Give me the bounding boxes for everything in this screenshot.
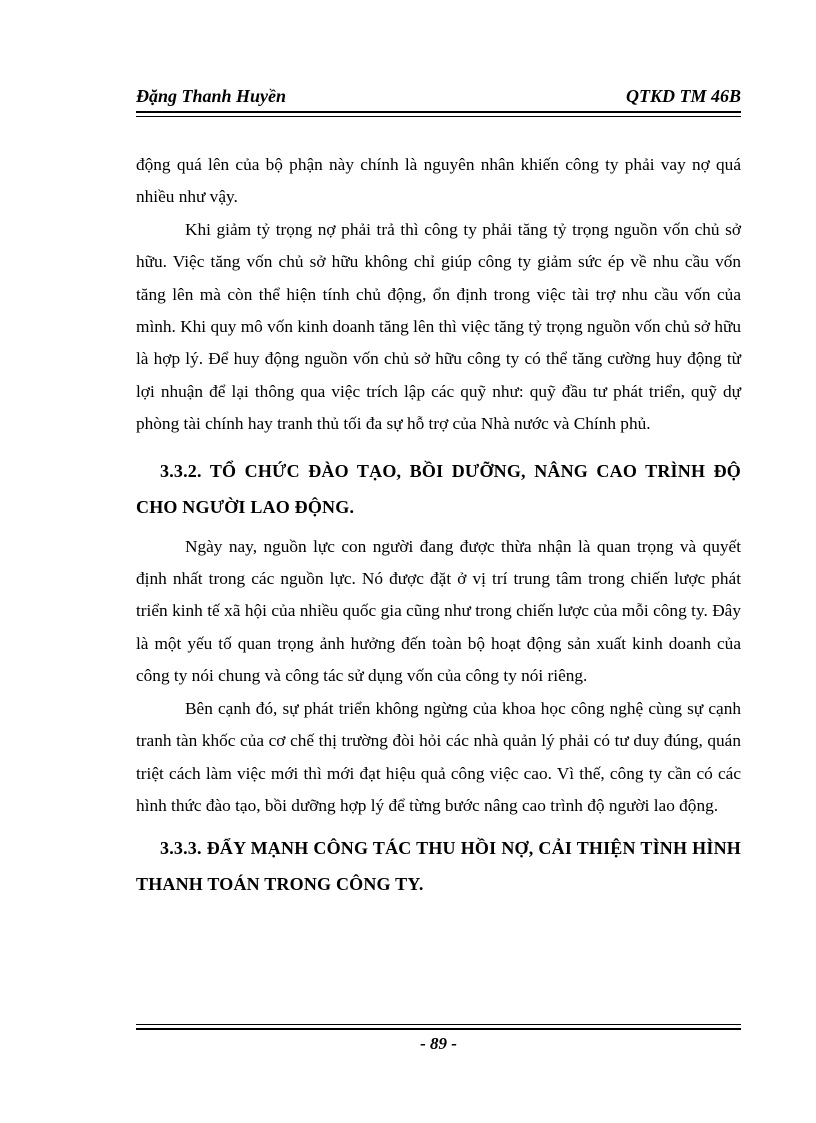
page-body — [136, 149, 741, 902]
page-header — [136, 82, 741, 112]
section-heading-3-3-2: 3.3.2. TỔ CHỨC ĐÀO TẠO, BỒI DƯỠNG, NÂNG CAO TRÌNH ĐỘ CHO NGƯỜI LAO ĐỘNG. — [136, 460, 741, 517]
header-author: Đặng Thanh Huyền — [136, 86, 287, 106]
training-paragraph: Bên cạnh đó, sự phát triển không ngừng của khoa học công nghệ cùng sự cạnh tranh tàn khốc của cơ chế thị trường đòi hỏi các nhà quản lý phải có tư duy đúng, quán triệt cách làm việc mới thì mới đạt hiệu quả công việc cao. Vì thế, công ty cần có các hình thức đào tạo, bồi dưỡng hợp lý để từng bước nâng cao trình độ người lao động. — [136, 698, 741, 815]
footer-rule-thick — [136, 1028, 741, 1030]
header-class-code: QTKD TM 46B — [625, 86, 741, 106]
continuation-paragraph: động quá lên của bộ phận này chính là nguyên nhân khiến công ty phải vay nợ quá nhiều như vậy. — [136, 155, 741, 207]
equity-paragraph: Khi giảm tỷ trọng nợ phải trả thì công ty phải tăng tỷ trọng nguồn vốn chủ sở hữu. Việc tăng vốn chủ sở hữu không chỉ giúp công ty giảm sức ép về nhu cầu vốn tăng lên mà còn thể hiện tính chủ động, ổn định trong việc tài trợ nhu cầu vốn của mình. Khi quy mô vốn kinh doanh tăng lên thì việc tăng tỷ trọng nguồn vốn chủ sở hữu là hợp lý. Để huy động nguồn vốn chủ sở hữu công ty có thể tăng cường huy động từ lợi nhuận để lại thông qua việc trích lập các quỹ như: quỹ đầu tư phát triển, quỹ dự phòng tài chính hay tranh thủ tối đa sự hỗ trợ của Nhà nước và Chính phủ. — [136, 219, 741, 434]
header-rule-thin — [136, 116, 741, 117]
page-number: - 89 - — [420, 1034, 457, 1053]
section-heading-3-3-3: 3.3.3. ĐẨY MẠNH CÔNG TÁC THU HỒI NỢ, CẢI THIỆN TÌNH HÌNH THANH TOÁN TRONG CÔNG TY. — [136, 838, 741, 895]
footer-rule-thin — [136, 1024, 741, 1025]
header-rule-thick — [136, 111, 741, 113]
human-resources-paragraph: Ngày nay, nguồn lực con người đang được thừa nhận là quan trọng và quyết định nhất trong các nguồn lực. Nó được đặt ở vị trí trung tâm trong chiến lược phát triển kinh tế xã hội của nhiều quốc gia cũng như trong chiến lược của mỗi công ty. Đây là một yếu tố quan trọng ảnh hưởng đến toàn bộ hoạt động sản xuất kinh doanh của công ty nói chung và công tác sử dụng vốn của công ty nói riêng. — [136, 536, 741, 686]
